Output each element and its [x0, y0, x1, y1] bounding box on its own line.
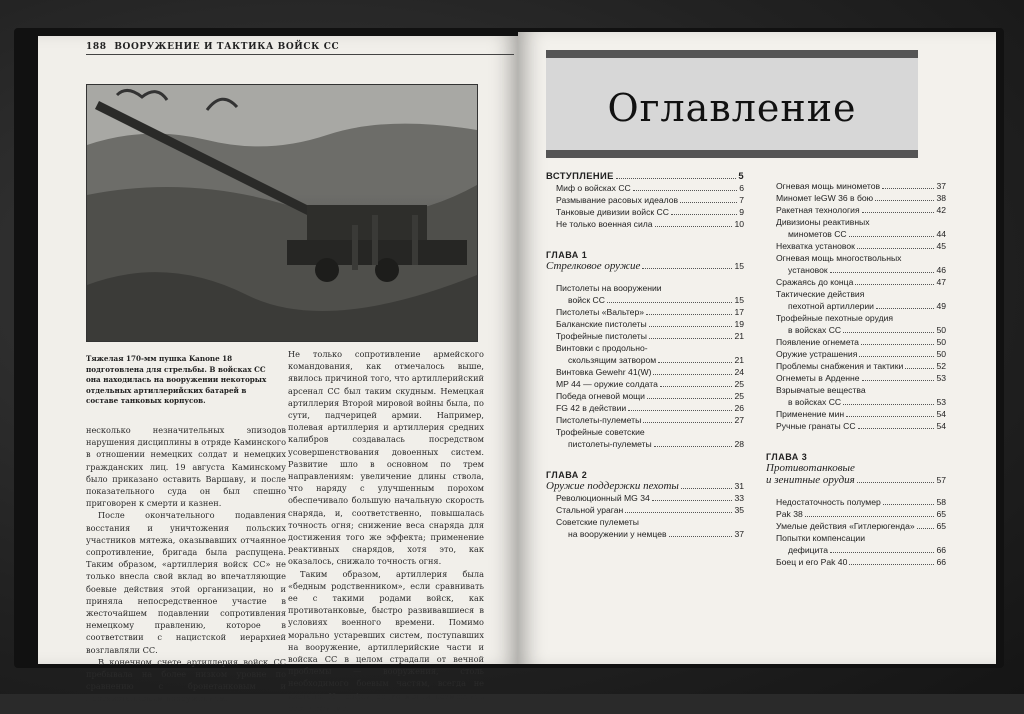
toc-entry-label: войск СС — [568, 295, 605, 305]
toc-entry-label: Умелые действия «Гитлерюгенда» — [776, 521, 915, 531]
toc-entry-label: Трофейные пехотные орудия — [776, 313, 894, 323]
toc-entry-label: Появление огнемета — [776, 337, 859, 347]
toc-entry — [766, 384, 946, 396]
toc-entry — [546, 438, 744, 450]
toc-entry-page: 50 — [936, 325, 946, 335]
toc-entry-label: Винтовки с продольно- — [556, 343, 648, 353]
toc-entry — [766, 240, 946, 252]
running-head-title: ВООРУЖЕНИЕ И ТАКТИКА ВОЙСК СС — [114, 42, 340, 52]
toc-entry-page: 52 — [936, 361, 946, 371]
toc-column-1 — [546, 170, 744, 540]
toc-entry-page: 35 — [734, 505, 744, 515]
toc-entry — [546, 218, 744, 230]
toc-entry — [766, 408, 946, 420]
toc-entry-page: 58 — [936, 497, 946, 507]
toc-entry-page: 38 — [936, 193, 946, 203]
toc-entry-label: Оружие устрашения — [776, 349, 858, 359]
toc-entry — [546, 354, 744, 366]
chapter-3-title-line2: и зенитные орудия 57 — [766, 474, 946, 486]
toc-entry — [766, 276, 946, 288]
toc-entry-label: Победа огневой мощи — [556, 391, 645, 401]
toc-entry — [766, 336, 946, 348]
toc-entry — [546, 528, 744, 540]
toc-entry — [546, 194, 744, 206]
toc-entry — [546, 366, 744, 378]
artillery-photo-drawing — [87, 85, 477, 341]
toc-entry — [546, 414, 744, 426]
page-number: 188 — [86, 42, 107, 52]
toc-entry-label: пистолеты-пулеметы — [568, 439, 652, 449]
toc-title: Оглавление — [607, 86, 857, 130]
chapter-2-title: Оружие поддержки пехоты 31 — [546, 480, 744, 492]
toc-entry — [766, 192, 946, 204]
toc-entry-page: 15 — [734, 295, 744, 305]
paragraph: Таким образом, артиллерия была «бедным родственником», если сравнивать ее с такими родами войск, как противотанковые, быстро развивавшиеся в условиях военного времени. Помимо морально устаревших систем, поступавших на вооружение, артиллерийские части и войска СС в целом страдали от вечной проблемы — вооружения, столь необходимого боевым частям, всегда не хватало. И трофеи редко могли возместить этот дефицит. — [288, 568, 484, 713]
toc-entry-page: 65 — [936, 509, 946, 519]
toc-entry-page: 33 — [734, 493, 744, 503]
paragraph: Не только сопротивление армейского командования, как отмечалось выше, явилось причиной того, что артиллерийский арсенал СС был таким скудным. Немецкая артиллерия Второй мировой войны была, по сути, падчерицей армии. Например, полевая артиллерия и артиллерия средних калибров создавалась посредством усовершенствования довоенных систем. Развитие шло в основном по трем направлениям: увеличение длины ствола, что наряду с улучшенным порохом обеспечивало большую начальную скорость снаряда, и, соответственно, повышалась точность огня; снижение веса снаряда для достижения того же эффекта; применение реактивных снарядов, хотя это, как оказалось, снижало точность огня. — [288, 349, 484, 567]
toc-entry — [766, 508, 946, 520]
toc-entry-page: 7 — [739, 195, 744, 205]
toc-entry — [766, 544, 946, 556]
toc-entry-page: 54 — [936, 409, 946, 419]
header-rule — [86, 54, 514, 55]
toc-entry — [766, 324, 946, 336]
toc-entry-label: Балканские пистолеты — [556, 319, 647, 329]
toc-entry-label: Проблемы снабжения и тактики — [776, 361, 904, 371]
toc-entry-label: Размывание расовых идеалов — [556, 195, 679, 205]
toc-entry-page: 19 — [734, 319, 744, 329]
toc-entry-page: 44 — [936, 229, 946, 239]
toc-entry-label: Не только военная сила — [556, 219, 653, 229]
toc-entry-label: Миф о войсках СС — [556, 183, 631, 193]
toc-entry-page: 25 — [734, 379, 744, 389]
toc-entry — [766, 496, 946, 508]
toc-entry-label: Ракетная технология — [776, 205, 860, 215]
toc-entry-label: Пистолеты «Вальтер» — [556, 307, 645, 317]
toc-entry-page: 6 — [739, 183, 744, 193]
toc-entry-label: пехотной артиллерии — [788, 301, 874, 311]
toc-entry — [766, 360, 946, 372]
toc-entry — [766, 556, 946, 568]
toc-entry-page: 21 — [734, 355, 744, 365]
toc-entry — [546, 330, 744, 342]
toc-entry — [766, 204, 946, 216]
title-bar-top — [546, 50, 918, 58]
toc-entry — [766, 420, 946, 432]
toc-entry-page: 45 — [936, 241, 946, 251]
toc-entry — [766, 312, 946, 324]
toc-entry — [766, 520, 946, 532]
toc-entry-page: 42 — [936, 205, 946, 215]
toc-entry — [766, 180, 946, 192]
toc-entry-page: 49 — [936, 301, 946, 311]
toc-entry — [546, 426, 744, 438]
toc-entry-label: Pak 38 — [776, 509, 803, 519]
toc-entry-page: 46 — [936, 265, 946, 275]
toc-entry — [546, 318, 744, 330]
toc-entry — [766, 300, 946, 312]
toc-entry-page: 54 — [936, 421, 946, 431]
toc-entry-page: 28 — [734, 439, 744, 449]
toc-entry — [766, 372, 946, 384]
toc-entry — [546, 206, 744, 218]
toc-entry-page: 17 — [734, 307, 744, 317]
toc-entry-page: 47 — [936, 277, 946, 287]
toc-entry-label: на вооружении у немцев — [568, 529, 667, 539]
chapter-1-head: ГЛАВА 1 — [546, 250, 588, 260]
toc-entry-label: скользящим затвором — [568, 355, 657, 365]
toc-entry-page: 53 — [936, 373, 946, 383]
toc-entry-label: Боец и его Pak 40 — [776, 557, 848, 567]
toc-entry-page: 9 — [739, 207, 744, 217]
chapter-3-title-line1: Противотанковые — [766, 462, 855, 474]
paragraph: После окончательного подавления восстания и уничтожения польских участников мятежа, оказывавших отчаянное сопротивление, бригада была распущена. Таким образом, «артиллерия войск СС» не только внесла свой вклад во впечатляющие боевые действия этой организации, но и приняла непосредственное участие в жесточайшем подавлении сопротивления немецкому правлению, которое в соответствии с нацистской иерархией возглавляли СС. — [86, 510, 286, 655]
toc-entry — [546, 378, 744, 390]
paragraph: несколько незначительных эпизодов нарушения дисциплины в отряде Каминского в отношении немецких солдат и немецких гражданских лиц. 19 августа Каминскому было приказано оставить Варшаву, и после показательного суда он был спешно приговорен к смерти и казнен. — [86, 425, 286, 509]
toc-entry-page: 10 — [734, 219, 744, 229]
toc-entry-label: Попытки компенсации — [776, 533, 865, 543]
toc-entry-label: Винтовка Gewehr 41(W) — [556, 367, 652, 377]
toc-entry — [766, 228, 946, 240]
toc-entry — [766, 288, 946, 300]
paragraph: В конечном счете артиллерия войск СС пребывала на более низком уровне по сравнению с бронетанковым и противотанковым вооружением. — [86, 656, 286, 704]
toc-entry-label: Взрывчатые вещества — [776, 385, 866, 395]
toc-entry — [546, 402, 744, 414]
toc-entry-label: Пистолеты-пулеметы — [556, 415, 642, 425]
right-text-column — [288, 348, 484, 714]
toc-entry-label: Огнеметы в Арденне — [776, 373, 860, 383]
toc-entry-page: 50 — [936, 349, 946, 359]
toc-entry-page: 25 — [734, 391, 744, 401]
toc-entry-label: Советские пулеметы — [556, 517, 639, 527]
toc-entry-label: дефицита — [788, 545, 829, 555]
toc-entry — [546, 182, 744, 194]
toc-entry-page: 50 — [936, 337, 946, 347]
toc-entry — [546, 492, 744, 504]
toc-entry-page: 21 — [734, 331, 744, 341]
toc-entry-label: в войсках СС — [788, 325, 842, 335]
toc-entry-label: FG 42 в действии — [556, 403, 627, 413]
toc-entry — [546, 390, 744, 402]
toc-entry-label: минометов СС — [788, 229, 847, 239]
artillery-photo — [86, 84, 478, 342]
toc-entry-label: Стальной ураган — [556, 505, 624, 515]
toc-entry — [766, 264, 946, 276]
toc-entry-page: 66 — [936, 545, 946, 555]
toc-entry-label: Революционный MG 34 — [556, 493, 650, 503]
toc-entry-label: Огневая мощь многоствольных — [776, 253, 902, 263]
right-page — [518, 32, 996, 664]
toc-entry-page: 66 — [936, 557, 946, 567]
toc-entry-label: Миномет leGW 36 в бою — [776, 193, 874, 203]
chapter-2-head: ГЛАВА 2 — [546, 470, 588, 480]
toc-entry-label: Тактические действия — [776, 289, 865, 299]
toc-entry-page: 37 — [734, 529, 744, 539]
toc-intro: ВСТУПЛЕНИЕ 5 — [546, 170, 744, 181]
toc-entry-label: Сражаясь до конца — [776, 277, 854, 287]
title-bar-bottom — [546, 150, 918, 158]
toc-entry-label: Ручные гранаты СС — [776, 421, 856, 431]
toc-entry-page: 26 — [734, 403, 744, 413]
toc-entry-label: MP 44 — оружие солдата — [556, 379, 658, 389]
toc-entry — [546, 282, 744, 294]
chapter-1-title: Стрелковое оружие 15 — [546, 260, 744, 272]
toc-entry-label: в войсках СС — [788, 397, 842, 407]
toc-entry — [766, 396, 946, 408]
toc-entry-page: 53 — [936, 397, 946, 407]
chapter-3-head: ГЛАВА 3 — [766, 452, 808, 462]
toc-entry-label: Нехватка установок — [776, 241, 855, 251]
toc-entry-page: 37 — [936, 181, 946, 191]
toc-entry-label: Пистолеты на вооружении — [556, 283, 662, 293]
toc-column-2 — [766, 180, 946, 568]
toc-entry — [766, 348, 946, 360]
toc-title-band — [546, 50, 918, 158]
toc-entry-label: Трофейные советские — [556, 427, 645, 437]
toc-entry-label: Применение мин — [776, 409, 845, 419]
toc-entry-label: установок — [788, 265, 828, 275]
running-head — [86, 42, 339, 52]
toc-entry-page: 27 — [734, 415, 744, 425]
toc-entry-page: 65 — [936, 521, 946, 531]
toc-entry — [546, 342, 744, 354]
toc-entry-label: Танковые дивизии войск СС — [556, 207, 669, 217]
toc-entry-label: Дивизионы реактивных — [776, 217, 870, 227]
left-text-column — [86, 424, 286, 705]
toc-entry — [766, 252, 946, 264]
toc-entry — [546, 516, 744, 528]
left-page — [38, 36, 518, 713]
toc-entry-label: Трофейные пистолеты — [556, 331, 647, 341]
toc-entry-label: Недостаточность полумер — [776, 497, 881, 507]
photo-caption: Тяжелая 170-мм пушка Kanone 18 подготовлена для стрельбы. В войсках СС она находилась на вооружении некоторых отдельных артиллерийских батарей в составе танковых корпусов. — [86, 354, 267, 405]
toc-entry — [546, 504, 744, 516]
toc-entry — [766, 532, 946, 544]
toc-entry — [546, 294, 744, 306]
toc-entry — [546, 306, 744, 318]
toc-entry — [766, 216, 946, 228]
toc-entry-page: 24 — [734, 367, 744, 377]
toc-entry-label: Огневая мощь минометов — [776, 181, 881, 191]
